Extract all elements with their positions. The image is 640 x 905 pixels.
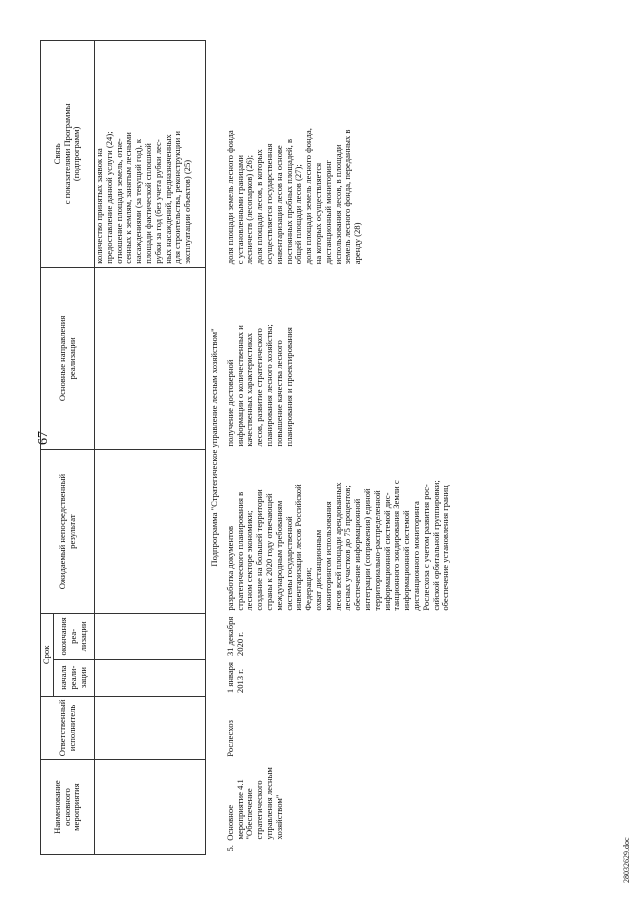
executor-cell: Рослесхоз (224, 720, 235, 757)
continuation-row (95, 41, 206, 855)
activity-name-cell: 5. Основное мероприятие 4.1 "Обеспечение стратегического управления лесным хозяйством" (224, 767, 284, 852)
result-cell: разработка документов стратегического планирования в лесном секторе экономики; создание на большей территории страны к 2020 году отвечающей международным требованиям системы государственной инвентаризации лесов Российской Федерации; охват дистанционным мониторингом использования лесов всей площади арендованных лесных участков до 75 процентов; обеспечение информационной интеграции (сопряжения) единой территориально-распределенной информационной системой дис- танционного зондирования Земли с информационной системой дистанционного мониторинга Рослесхоза с учетом развития рос- сийской орбитальной группировки; обеспечение установления границ (224, 480, 451, 611)
start-cell: 1 января 2013 г. (224, 662, 245, 694)
subprogram-title: Подпрограмма "Стратегическое управление лесным хозяйством" (206, 41, 224, 855)
header-start: начала реали- зации (54, 659, 95, 696)
program-table (40, 40, 453, 855)
header-result: Ожидаемый непосредственный результат (41, 450, 95, 614)
row-number: 5. (224, 845, 235, 852)
table-row (224, 41, 453, 855)
header-directions: Основные направления реализации (41, 267, 95, 449)
end-cell: 31 декабря 2020 г. (224, 616, 245, 657)
continuation-link-cell: количество принятых заявок на предоставление данной услуги (24); отношение площади земель, отне- сенных к землям, занятым лесными насаждениями (за текущий год), к площади фактической сплошной рубки за год (без учета рубки лес- ных насаждений, предназначенных для строительства, реконструкции и эксплуатации объектов) (25) (95, 41, 206, 268)
header-link: Связь с показателями Программы (подпрограмм) (41, 41, 95, 268)
footer-doc-code: 28032629.doc (622, 837, 631, 883)
header-term: Срок (41, 614, 54, 696)
directions-cell: получение достоверной информации о количественных и качественных характеристиках лесов, развитие стратегического планирования лесного хозяйства; повышение качества лесного планирования и проектирования (224, 324, 294, 447)
header-name: Наименование основного мероприятия (41, 760, 95, 855)
header-end: окончания реа- лизации (54, 614, 95, 659)
header-executor: Ответственный исполнитель (41, 696, 95, 760)
page-number: 67 (36, 431, 51, 445)
link-cell: доля площади земель лесного фонда с установленными границами лесничеств (лесопарков) (26); доля площади лесов, в которых осуществляется государственная инвентаризация лесов на основе постоянных пробных площадей, в общей площади лесов (27); доля площади земель лесного фонда, на которых осуществляется дистанционный мониторинг использования лесов, в площади земель лесного фонда, переданных в аренду (28) (224, 128, 363, 265)
